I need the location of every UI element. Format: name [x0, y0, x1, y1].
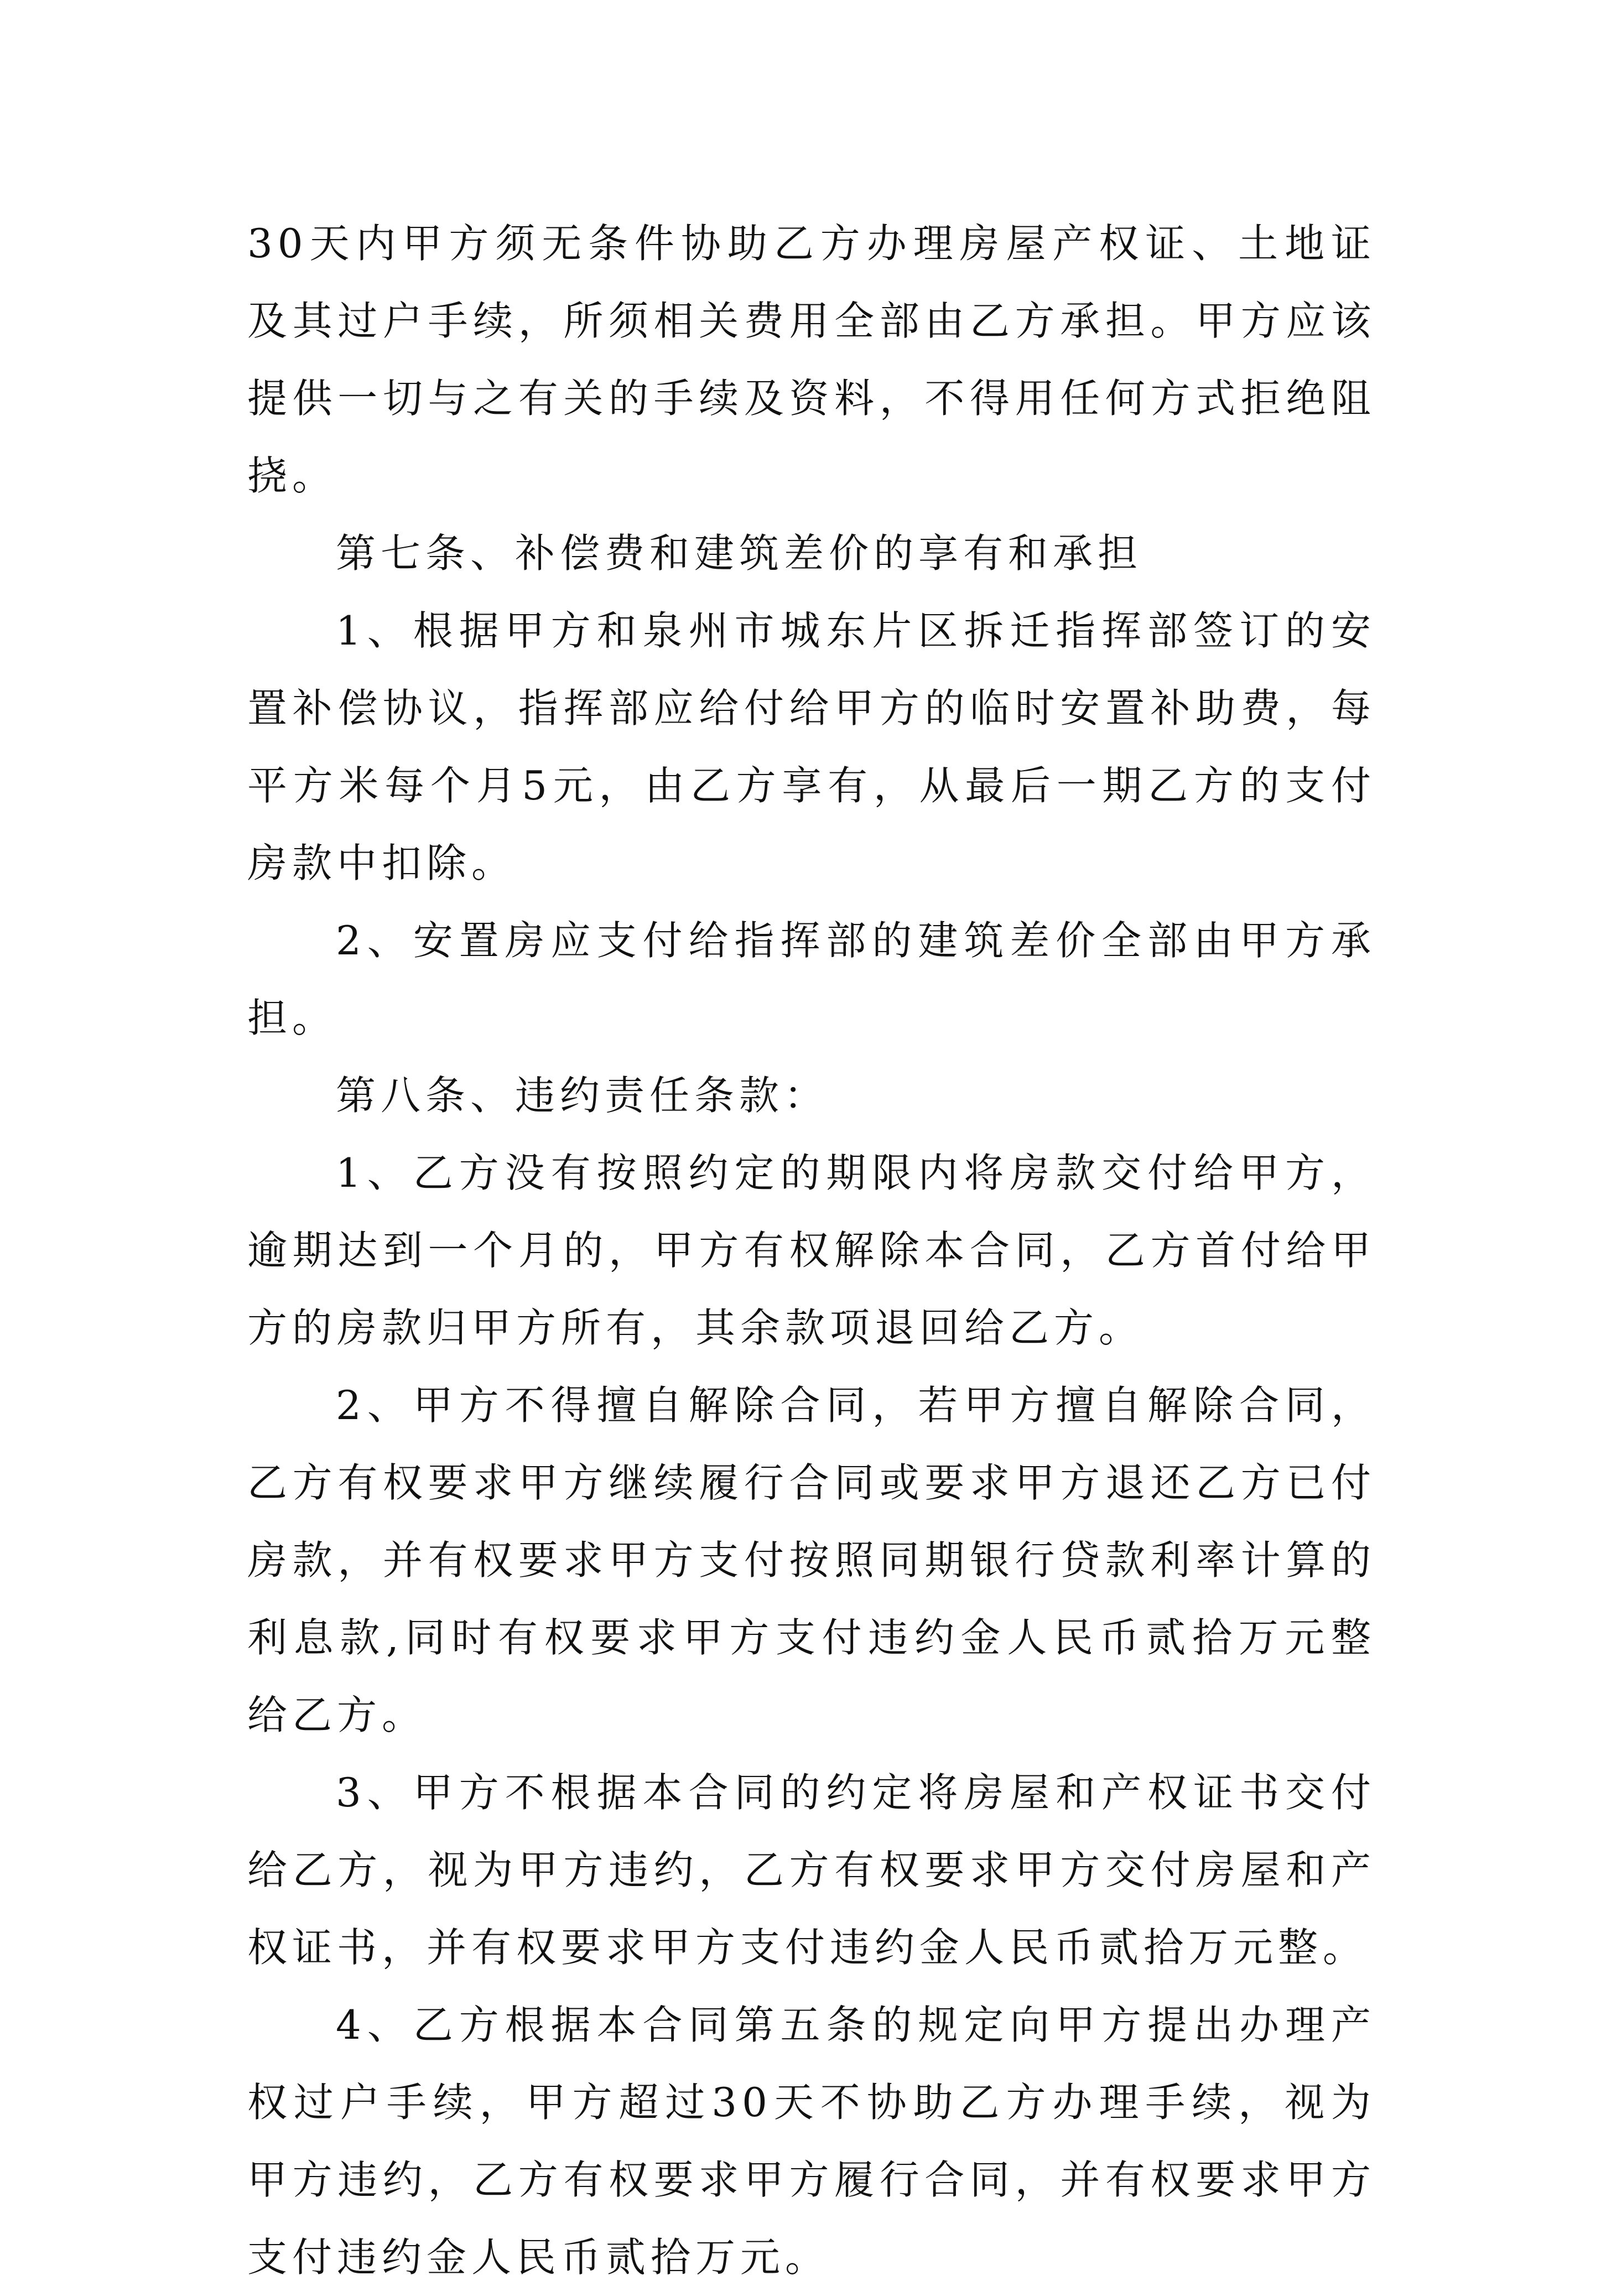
article-8-clause-4: 4、乙方根据本合同第五条的规定向甲方提出办理产权过户手续，甲方超过30天不协助乙方办理手续，视为甲方违约，乙方有权要求甲方履行合同，并有权要求甲方支付违约金人民币贰拾万元。: [247, 2002, 1376, 2281]
article-8-clause-3: 3、甲方不根据本合同的约定将房屋和产权证书交付给乙方，视为甲方违约，乙方有权要求甲方交付房屋和产权证书，并有权要求甲方支付违约金人民币贰拾万元整。: [247, 1769, 1376, 1971]
article-7-clause-1: 1、根据甲方和泉州市城东片区拆迁指挥部签订的安置补偿协议，指挥部应给付给甲方的临时安置补助费，每平方米每个月5元，由乙方享有，从最后一期乙方的支付房款中扣除。: [247, 607, 1376, 886]
article-7-heading: 第七条、补偿费和建筑差价的享有和承担: [336, 530, 1143, 576]
article-8-clause-2: 2、甲方不得擅自解除合同，若甲方擅自解除合同，乙方有权要求甲方继续履行合同或要求甲方退还乙方已付房款，并有权要求甲方支付按照同期银行贷款利率计算的利息款,同时有权要求甲方支付违约金人民币贰拾万元整给乙方。: [247, 1382, 1376, 1738]
article-8-clause-1: 1、乙方没有按照约定的期限内将房款交付给甲方，逾期达到一个月的，甲方有权解除本合同，乙方首付给甲方的房款归甲方所有，其余款项退回给乙方。: [247, 1150, 1376, 1351]
article-7-clause-2: 2、安置房应支付给指挥部的建筑差价全部由甲方承担。: [247, 917, 1376, 1041]
article-8-heading: 第八条、违约责任条款：: [336, 1072, 829, 1119]
document-body: [247, 205, 1376, 2296]
paragraph-continuation: 30天内甲方须无条件协助乙方办理房屋产权证、土地证及其过户手续，所须相关费用全部由乙方承担。甲方应该提供一切与之有关的手续及资料，不得用任何方式拒绝阻挠。: [247, 220, 1376, 499]
